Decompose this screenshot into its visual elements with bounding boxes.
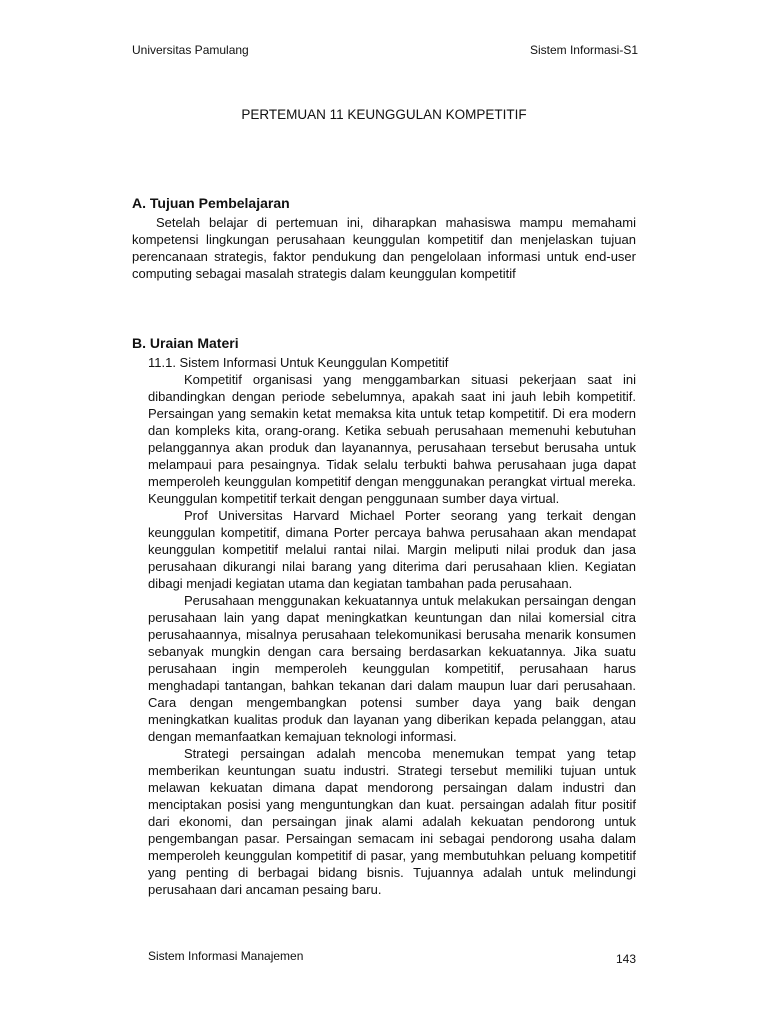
subsection-heading: 11.1. Sistem Informasi Untuk Keunggulan Kompetitif xyxy=(148,355,449,370)
footer-course: Sistem Informasi Manajemen xyxy=(148,949,304,963)
page-title: PERTEMUAN 11 KEUNGGULAN KOMPETITIF xyxy=(241,107,527,122)
header-program: Sistem Informasi-S1 xyxy=(529,43,638,57)
header-institution: Universitas Pamulang xyxy=(132,43,249,57)
section-a-heading: A. Tujuan Pembelajaran xyxy=(132,195,290,211)
page-number: 143 xyxy=(615,952,636,966)
body-paragraph: Perusahaan menggunakan kekuatannya untuk melakukan persaingan dengan perusahaan lain yang dapat meningkatkan keuntungan dan nilai komersial citra perusahaannya, misalnya perusahaan telekomunikasi berusaha menarik konsumen sebanyak mungkin dengan cara bersaing berdasarkan kekuatannya. Jika suatu perusahaan ingin memperoleh keunggulan kompetitif, perusahaan harus menghadapi tantangan, bahkan tekanan dari dalam maupun luar dari perusahaan. Cara dengan mengembangkan potensi sumber daya yang baik dengan meningkatkan kualitas produk dan layanan yang diberikan kepada pelanggan, atau dengan memanfaatkan kemajuan teknologi informasi. xyxy=(148,593,636,744)
section-a-paragraph: Setelah belajar di pertemuan ini, diharapkan mahasiswa mampu memahami kompetensi lingkungan perusahaan keunggulan kompetitif dan menjelaskan tujuan perencanaan strategis, faktor pendukung dan pengelolaan informasi untuk end-user computing sebagai masalah strategis dalam keunggulan kompetitif xyxy=(132,215,636,281)
body-paragraph: Strategi persaingan adalah mencoba menemukan tempat yang tetap memberikan keuntungan suatu industri. Strategi tersebut memiliki tujuan untuk melawan kekuatan dimana dapat mendorong persaingan dalam industri dan menciptakan posisi yang menguntungkan dan kuat. persaingan adalah fitur positif dari ekonomi, dan persaingan jinak alami adalah kekuatan pendorong untuk pengembangan pasar. Persaingan semacam ini sebagai pendorong usaha dalam memperoleh keunggulan kompetitif di pasar, yang membutuhkan peluang kompetitif yang penting di berbagai bidang bisnis. Tujuannya adalah untuk melindungi perusahaan dari ancaman pesaing baru. xyxy=(148,746,636,897)
subsection-11-1 xyxy=(132,354,636,898)
body-paragraph: Kompetitif organisasi yang menggambarkan situasi pekerjaan saat ini dibandingkan dengan periode sebelumnya, apakah saat ini jauh lebih kompetitif. Persaingan yang semakin ketat memaksa kita untuk tetap kompetitif. Di era modern dan kompleks kita, orang-orang. Ketika sebuah perusahaan memenuhi kebutuhan pelanggannya akan produk dan layanannya, perusahaan tersebut berusaha untuk melampaui para pesaingnya. Tidak selalu terbukti bahwa perusahaan juga dapat memperoleh keunggulan kompetitif dengan menggunakan perangkat virtual mereka. Keunggulan kompetitif terkait dengan penggunaan sumber daya virtual. xyxy=(148,372,636,506)
body-paragraph: Prof Universitas Harvard Michael Porter seorang yang terkait dengan keunggulan kompetitif, dimana Porter percaya bahwa perusahaan akan mendapat keunggulan kompetitif melalui rantai nilai. Margin meliputi nilai produk dan jasa perusahaan dikurangi nilai barang yang diterima dari perusahaan klien. Kegiatan dibagi menjadi kegiatan utama dan kegiatan tambahan pada perusahaan. xyxy=(148,508,636,591)
section-tujuan xyxy=(132,194,636,282)
section-uraian xyxy=(132,334,636,898)
section-b-heading: B. Uraian Materi xyxy=(132,335,239,351)
